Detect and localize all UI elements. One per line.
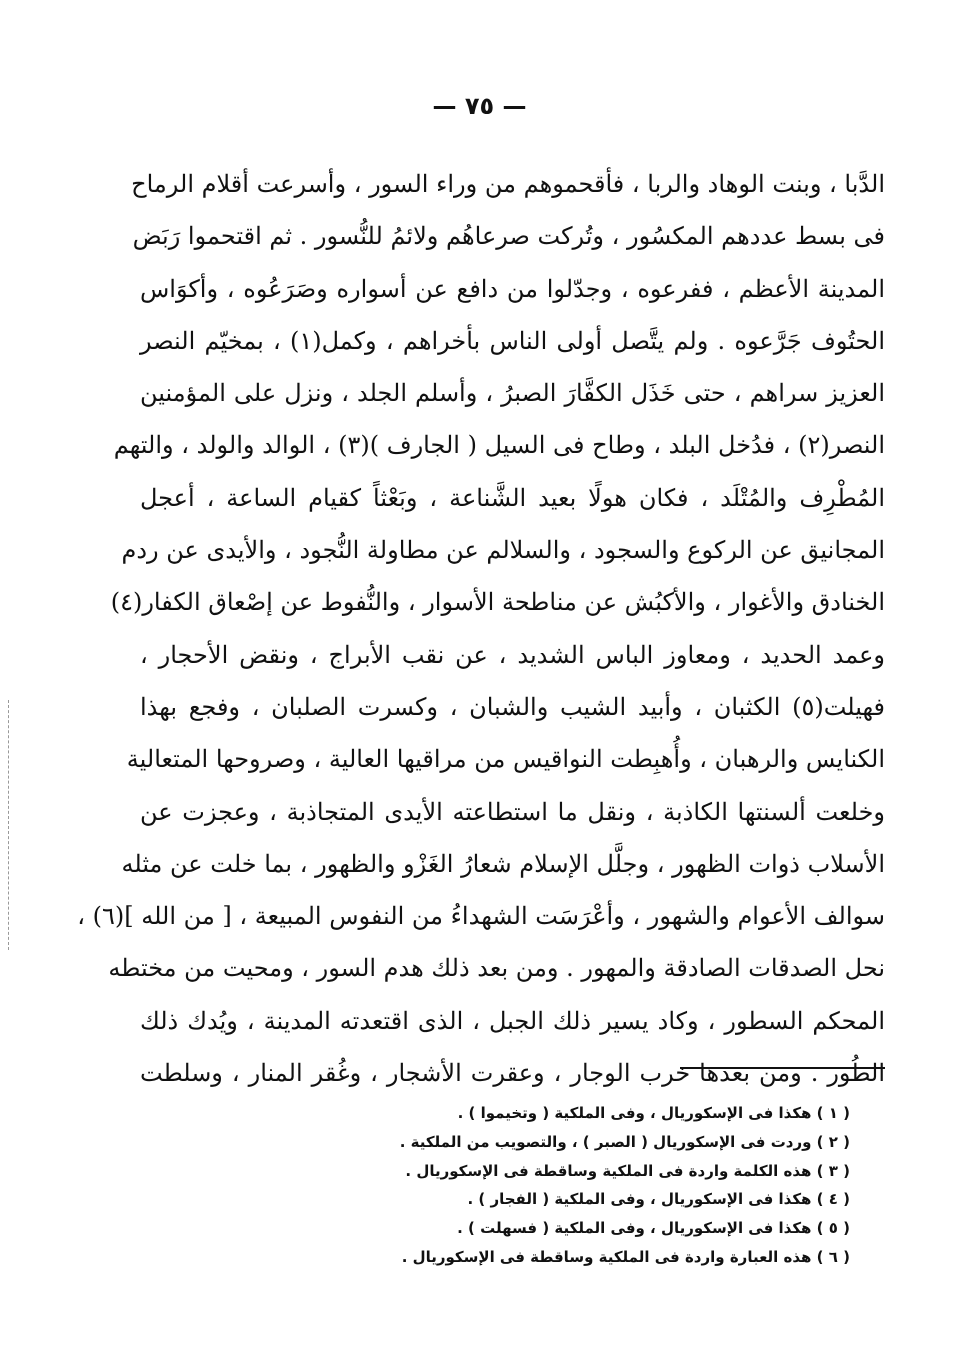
main-text bbox=[77, 158, 886, 1099]
text-line: المُطْرِف والمُتْلَد ، فكان هولًا بعيد الشَّناعة ، وبَعْثاً كقيام الساعة ، أعجل bbox=[140, 483, 885, 512]
footnote-item: ( ٣ ) هذه الكلمة واردة فى الملكية وساقطة فى الإسكوريال . bbox=[405, 1161, 850, 1180]
text-line: الكنايس والرهبان ، وأُهبِطت النواقيس من مراقيها العالية ، وصروحها المتعالية bbox=[126, 745, 885, 774]
page-number: — ٧٥ — bbox=[432, 92, 527, 120]
footnote-divider bbox=[680, 1067, 885, 1069]
text-line: المجانيق عن الركوع والسجود ، والسلالم عن مطاولة النُّجود ، والأيدى عن ردم bbox=[121, 536, 885, 565]
footnotes bbox=[300, 1099, 850, 1272]
text-line: الخنادق والأغوار ، والأكبُش عن مناطحة الأسوار ، والنُّفوط عن إصْعاق الكفار(٤) bbox=[110, 588, 885, 617]
text-line: الحتُوف جَرَّعوه . ولم يتَّصل أولى الناس بأخراهم ، وكمل(١) ، بمخيّم النصر bbox=[140, 326, 885, 355]
text-line: العزيز سراهم ، حتى خَذَل الكفَّارَ الصبرُ ، وأسلم الجلد ، ونزل على المؤمنين bbox=[140, 379, 885, 408]
text-line: المدينة الأعظم ، ففرعوه ، وجدّلوا من دافع عن أسواره وصَرَعُوه ، وأكوَاس bbox=[140, 274, 885, 303]
footnote-item: ( ٥ ) هكذا فى الإسكوريال ، وفى الملكية ( فسهلت ) . bbox=[457, 1219, 850, 1238]
text-line: الأسلاب ذوات الظهور ، وجلَّل الإسلام شعارُ الغَزْو والظهور ، بما خلت عن مثله bbox=[121, 849, 885, 878]
text-line: سوالف الأعوام والشهور ، وأعْرَسَت الشهداءُ من النفوس المبيعة ، [ من الله ](٦) ، bbox=[77, 902, 885, 931]
footnote-item: ( ٦ ) هذه العبارة واردة فى الملكية وساقطة فى الإسكوريال . bbox=[401, 1247, 850, 1266]
text-line: فى بسط عددهم المكسُور ، وتُركت صرعاهُم ولائمُ للنُّسور . ثم اقتحموا رَبَض bbox=[132, 222, 885, 251]
text-line: وخلعت ألسنتها الكاذبة ، ونقل ما استطاعته الأيدى المتجاذبة ، وعجزت عن bbox=[140, 797, 885, 826]
text-line: نحل الصدقات الصادقة والمهور . ومن بعد ذلك هدم السور ، ومحيت من مختطه bbox=[108, 954, 885, 983]
footnote-item: ( ٤ ) هكذا فى الإسكوريال ، وفى الملكية ( الفجار ) . bbox=[467, 1190, 850, 1209]
text-line: الدَّبا ، وبنت الوهاد والربا ، فأقحموهم من وراء السور ، وأسرعت أقلام الرماح bbox=[131, 170, 885, 198]
text-line: فهيلت(٥) الكثبان ، وأبيد الشيب والشبان ، وكسرت الصلبان ، وفجع بهذا bbox=[140, 692, 886, 721]
text-line: وعمد الحديد ، ومعاوز الباس الشديد ، عن نقب الأبراج ، ونقض الأحجار ، bbox=[140, 640, 885, 669]
footnote-item: ( ١ ) هكذا فى الإسكوريال ، وفى الملكية ( وتخيموا ) . bbox=[457, 1104, 850, 1122]
footnote-item: ( ٢ ) وردت فى الإسكوريال ( الصبر ) ، والتصويب من الملكية . bbox=[399, 1132, 850, 1151]
text-line: المحكم السطور ، وكاد يسير ذلك الجبل ، الذى اقتعدته المدينة ، ويُدك ذلك bbox=[140, 1006, 885, 1035]
text-line: النصر(٢) ، فدُخل البلد ، وطاح فى السيل ( الجارف )(٣) ، الوالد والولد ، والتهم bbox=[113, 431, 885, 460]
scan-margin-marks bbox=[8, 700, 13, 950]
text-line: الطُور . ومن بعدها خرب الوجار ، وعقرت الأشجار ، وغُقر المنار ، وسلطت bbox=[140, 1059, 885, 1088]
